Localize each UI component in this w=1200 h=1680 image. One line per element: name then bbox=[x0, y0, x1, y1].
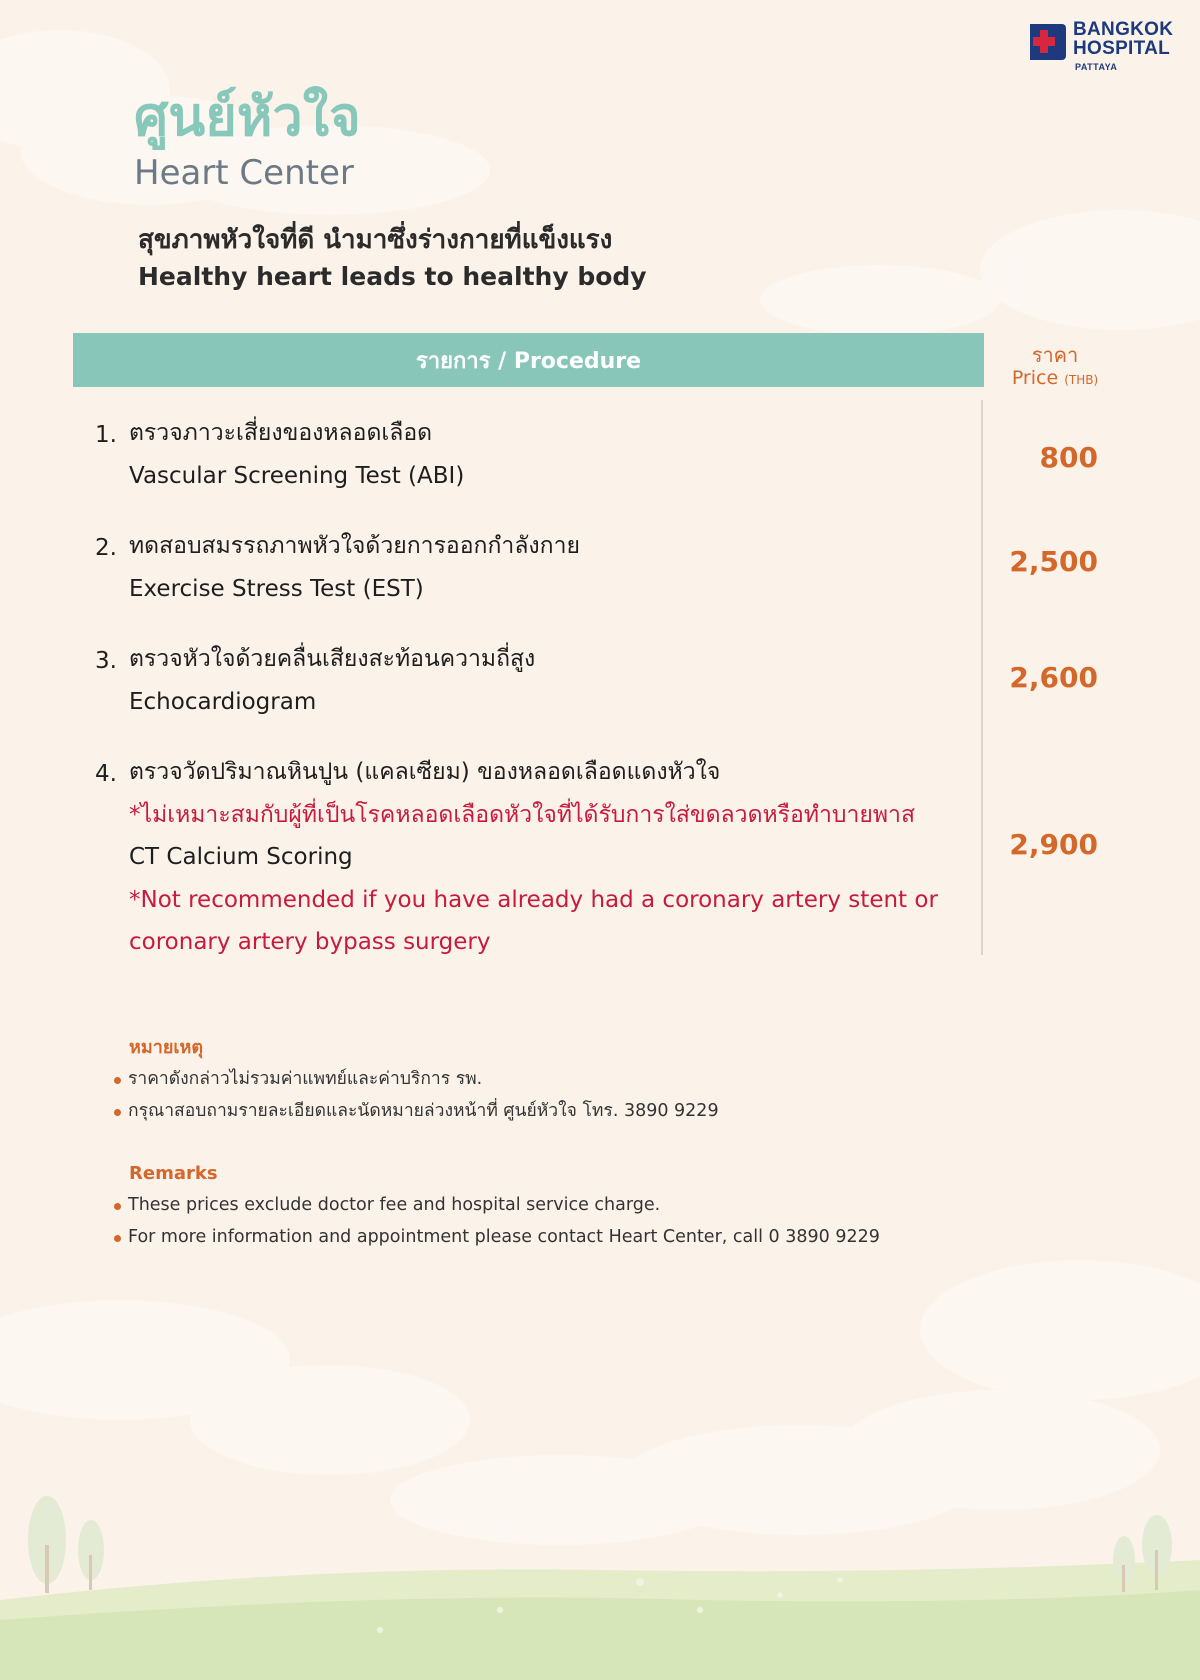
item-price: 2,600 bbox=[1009, 661, 1098, 694]
item-price: 2,900 bbox=[1009, 828, 1098, 861]
item-number: 1. bbox=[95, 422, 117, 448]
tagline-english: Healthy heart leads to healthy body bbox=[138, 262, 647, 291]
item-number: 2. bbox=[95, 535, 117, 561]
item-name-thai: ตรวจภาวะเสี่ยงของหลอดเลือด bbox=[129, 420, 433, 446]
bullet-icon bbox=[114, 1203, 121, 1210]
item-warning-english-cont: coronary artery bypass surgery bbox=[129, 929, 491, 955]
price-header-label: Price bbox=[1011, 367, 1059, 389]
bullet-icon bbox=[114, 1077, 121, 1084]
item-number: 3. bbox=[95, 648, 117, 674]
procedure-header-bar bbox=[73, 333, 984, 387]
page-title-english: Heart Center bbox=[134, 153, 354, 193]
procedure-header-label: รายการ / Procedure bbox=[415, 348, 642, 374]
item-name-english: CT Calcium Scoring bbox=[129, 844, 353, 870]
page-title-thai: ศูนย์หัวใจ bbox=[134, 85, 361, 148]
item-number: 4. bbox=[95, 761, 117, 787]
item-name-english: Vascular Screening Test (ABI) bbox=[129, 463, 465, 489]
logo-text-hospital: HOSPITAL bbox=[1073, 38, 1171, 59]
logo-text-location: PATTAYA bbox=[1075, 62, 1118, 72]
item-name-thai: ทดสอบสมรรถภาพหัวใจด้วยการออกกำลังกาย bbox=[129, 533, 580, 559]
remarks-heading-english: Remarks bbox=[129, 1163, 218, 1184]
remark-item-thai: ราคาดังกล่าวไม่รวมค่าแพทย์และค่าบริการ รพ. bbox=[128, 1069, 483, 1089]
logo-text-bangkok: BANGKOK bbox=[1073, 19, 1174, 40]
remark-item-thai: กรุณาสอบถามรายละเอียดและนัดหมายล่วงหน้าที่ ศูนย์หัวใจ โทร. 3890 9229 bbox=[128, 1101, 719, 1121]
price-header-english bbox=[1000, 366, 1110, 392]
bullet-icon bbox=[114, 1109, 121, 1116]
hospital-logo-icon bbox=[1030, 24, 1066, 60]
item-name-english: Exercise Stress Test (EST) bbox=[129, 576, 424, 602]
tagline-thai: สุขภาพหัวใจที่ดี นำมาซึ่งร่างกายที่แข็งแรง bbox=[138, 225, 613, 255]
item-name-thai: ตรวจหัวใจด้วยคลื่นเสียงสะท้อนความถี่สูง bbox=[129, 646, 536, 672]
item-name-thai: ตรวจวัดปริมาณหินปูน (แคลเซียม) ของหลอดเลือดแดงหัวใจ bbox=[129, 759, 721, 785]
remark-item-english: These prices exclude doctor fee and hospital service charge. bbox=[128, 1195, 661, 1215]
item-name-english: Echocardiogram bbox=[129, 689, 317, 715]
item-price: 800 bbox=[1039, 441, 1098, 474]
price-header-thai: ราคา bbox=[1031, 343, 1079, 367]
remarks-heading-thai: หมายเหตุ bbox=[129, 1037, 204, 1058]
remark-item-english: For more information and appointment please contact Heart Center, call 0 3890 9229 bbox=[128, 1227, 880, 1247]
item-warning-thai: *ไม่เหมาะสมกับผู้ที่เป็นโรคหลอดเลือดหัวใจที่ได้รับการใส่ขดลวดหรือทำบายพาส bbox=[129, 802, 916, 828]
item-price: 2,500 bbox=[1009, 545, 1098, 578]
price-header-unit: (THB) bbox=[1064, 373, 1099, 387]
bullet-icon bbox=[114, 1235, 121, 1242]
item-warning-english: *Not recommended if you have already had a coronary artery stent or bbox=[129, 887, 938, 913]
